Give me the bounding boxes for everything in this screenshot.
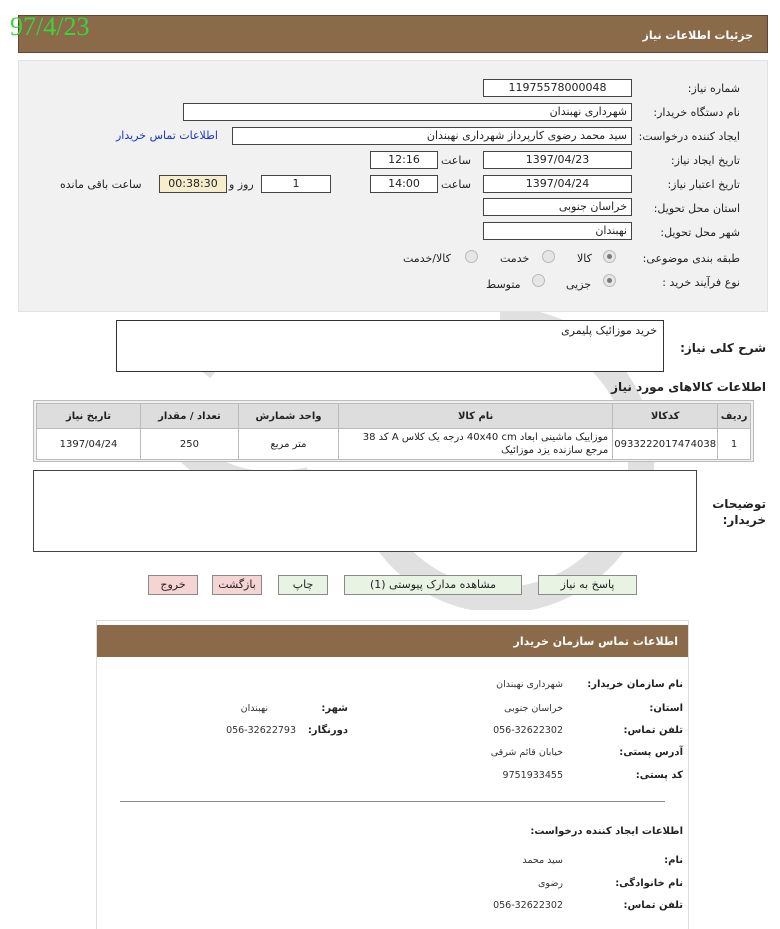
contact-phone-value: 056-32622302 (493, 725, 563, 736)
process-medium-radio[interactable] (532, 274, 545, 287)
city-field: نهبندان (483, 222, 632, 240)
creator-phone-label: تلفن تماس: (623, 900, 683, 911)
date-stamp: 97/4/23 (10, 12, 90, 41)
table-row (37, 429, 751, 460)
print-button[interactable]: چاپ (278, 575, 328, 595)
col-name: نام کالا (339, 404, 613, 429)
page-header (18, 15, 768, 53)
validity-time-field: 14:00 (370, 175, 438, 193)
category-label: طبقه بندی موضوعی: (642, 252, 740, 265)
items-title: اطلاعات کالاهای مورد نیاز (611, 380, 766, 394)
category-goods-radio[interactable] (603, 250, 616, 263)
item-name: موزاییک ماشینی ابعاد 40x40 cm درجه یک کلاس A کد 38 مرجع سازنده یزد موزائیک (339, 429, 613, 460)
col-unit: واحد شمارش (238, 404, 338, 429)
validity-date-label: تاریخ اعتبار نیاز: (667, 178, 740, 191)
category-goods-label: کالا (577, 252, 592, 265)
contact-city-value: نهبندان (240, 703, 268, 714)
contact-divider (120, 801, 665, 802)
creator-family-label: نام خانوادگی: (615, 878, 683, 889)
contact-postal-value: 9751933455 (502, 770, 563, 781)
creator-phone-value: 056-32622302 (493, 900, 563, 911)
creator-name-label: نام: (664, 855, 683, 866)
page-title: جزئیات اطلاعات نیاز (642, 29, 753, 42)
item-code: 0933222017474038 (613, 429, 718, 460)
category-both-label: کالا/خدمت (403, 252, 451, 265)
days-label: روز و (229, 178, 254, 191)
category-both-radio[interactable] (465, 250, 478, 263)
summary-label: شرح کلی نیاز: (680, 341, 766, 355)
creator-name-value: سید محمد (522, 855, 563, 866)
col-date: تاریخ نیاز (37, 404, 141, 429)
contact-fax-label: دورنگار: (307, 725, 348, 736)
contact-province-value: خراسان جنوبی (504, 703, 563, 714)
summary-field: خرید موزائیک پلیمری (116, 320, 664, 372)
contact-org-label: نام سازمان خریدار: (587, 679, 683, 690)
buyer-org-label: نام دستگاه خریدار: (653, 106, 740, 119)
item-date: 1397/04/24 (37, 429, 141, 460)
creator-family-value: رضوی (538, 878, 563, 889)
back-button[interactable]: بازگشت (212, 575, 262, 595)
contact-city-label: شهر: (321, 703, 348, 714)
reply-button[interactable]: پاسخ به نیاز (538, 575, 637, 595)
process-medium-label: متوسط (486, 278, 521, 291)
exit-button[interactable]: خروج (148, 575, 198, 595)
requester-field: سید محمد رضوی کارپرداز شهرداری نهبندان (232, 127, 632, 145)
validity-time-label: ساعت (441, 178, 471, 191)
validity-date-field: 1397/04/24 (483, 175, 632, 193)
created-date-label: تاریخ ایجاد نیاز: (670, 154, 740, 167)
created-time-label: ساعت (441, 154, 471, 167)
notes-label: توضیحات خریدار: (712, 497, 766, 527)
creator-info-title: اطلاعات ایجاد کننده درخواست: (530, 826, 683, 837)
process-label: نوع فرآیند خرید : (662, 276, 740, 289)
requester-label: ایجاد کننده درخواست: (638, 130, 740, 143)
contact-postal-label: کد پستی: (635, 770, 683, 781)
item-qty: 250 (140, 429, 238, 460)
col-code: کدکالا (613, 404, 718, 429)
contact-card-header (97, 625, 688, 657)
process-minor-label: جزیی (566, 278, 592, 291)
contact-org-value: شهرداری نهبندان (496, 679, 563, 690)
province-label: استان محل تحویل: (653, 202, 740, 215)
items-table-container (33, 400, 754, 462)
view-attachments-button[interactable]: مشاهده مدارک پیوستی (1) (344, 575, 522, 595)
contact-address-value: خیابان قائم شرقی (490, 747, 563, 758)
created-time-field: 12:16 (370, 151, 438, 169)
contact-phone-label: تلفن تماس: (623, 725, 683, 736)
city-label: شهر محل تحویل: (660, 226, 740, 239)
buyer-org-field: شهرداری نهبندان (183, 103, 632, 121)
created-date-field: 1397/04/23 (483, 151, 632, 169)
category-service-radio[interactable] (542, 250, 555, 263)
contact-address-label: آدرس پستی: (619, 747, 683, 758)
buyer-contact-link[interactable]: اطلاعات تماس خریدار (116, 129, 218, 142)
contact-province-label: استان: (649, 703, 683, 714)
need-number-label: شماره نیاز: (687, 82, 740, 95)
remaining-label: ساعت باقی مانده (60, 178, 142, 191)
contact-fax-value: 056-32622793 (226, 725, 296, 736)
category-service-label: خدمت (500, 252, 530, 265)
items-table (36, 403, 751, 460)
buyer-notes-field (33, 470, 697, 552)
need-number-field: 11975578000048 (483, 79, 632, 97)
col-row: ردیف (718, 404, 751, 429)
item-unit: متر مربع (238, 429, 338, 460)
remaining-time-field: 00:38:30 (159, 175, 227, 193)
remaining-days-field: 1 (261, 175, 331, 193)
contact-card-title: اطلاعات تماس سازمان خریدار (513, 635, 678, 648)
province-field: خراسان جنوبی (483, 198, 632, 216)
buyer-contact-card (97, 621, 688, 929)
process-minor-radio[interactable] (603, 274, 616, 287)
row-number: 1 (718, 429, 751, 460)
col-qty: تعداد / مقدار (140, 404, 238, 429)
